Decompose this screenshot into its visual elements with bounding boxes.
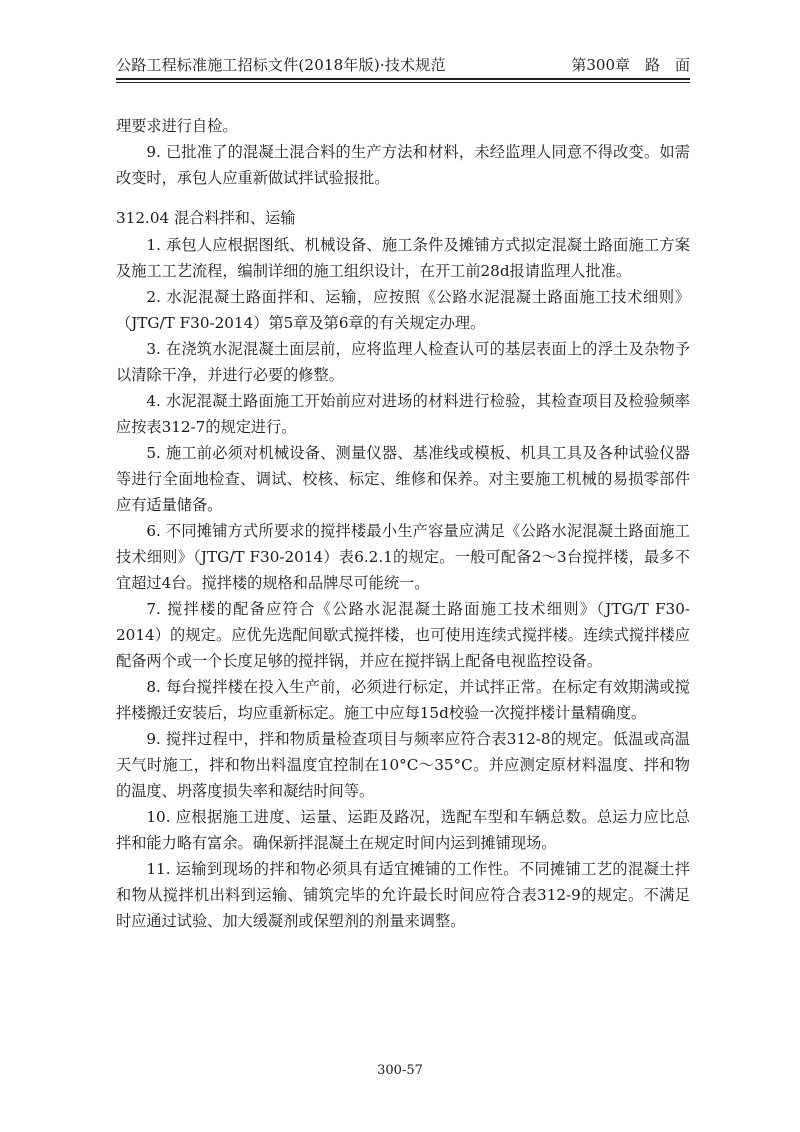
- section-heading: 312.04 混合料拌和、运输: [116, 209, 296, 227]
- body-text: [116, 113, 690, 934]
- header-document-title: 公路工程标准施工招标文件(2018年版)·技术规范: [116, 56, 446, 74]
- paragraph-item-1: 1. 承包人应根据图纸、机械设备、施工条件及摊铺方式拟定混凝土路面施工方案及施工工艺流程，编制详细的施工组织设计，在开工前28d报请监理人批准。: [116, 236, 690, 280]
- paragraph-item-3: 3. 在浇筑水泥混凝土面层前，应将监理人检查认可的基层表面上的浮土及杂物予以清除干净，并进行必要的修整。: [116, 340, 690, 384]
- paragraph-item-10: 10. 应根据施工进度、运量、运距及路况，选配车型和车辆总数。总运力应比总拌和能力略有富余。确保新拌混凝土在规定时间内运到摊铺现场。: [116, 808, 690, 852]
- header-rule-thin: [116, 82, 690, 83]
- paragraph-item-9-previous: 9. 已批准了的混凝土混合料的生产方法和材料，未经监理人同意不得改变。如需改变时，承包人应重新做试拌试验报批。: [116, 143, 690, 187]
- paragraph-item-2: 2. 水泥混凝土路面拌和、运输，应按照《公路水泥混凝土路面施工技术细则》（JTG/T F30-2014）第5章及第6章的有关规定办理。: [116, 288, 690, 332]
- paragraph-item-8: 8. 每台搅拌楼在投入生产前，必须进行标定，并试拌正常。在标定有效期满或搅拌楼搬迁安装后，均应重新标定。施工中应每15d校验一次搅拌楼计量精确度。: [116, 678, 690, 722]
- paragraph-item-9: 9. 搅拌过程中，拌和物质量检查项目与频率应符合表312-8的规定。低温或高温天气时施工，拌和物出料温度宜控制在10°C～35°C。并应测定原材料温度、拌和物的温度、坍落度损失率和凝结时间等。: [116, 730, 690, 800]
- paragraph-item-7: 7. 搅拌楼的配备应符合《公路水泥混凝土路面施工技术细则》（JTG/T F30-2014）的规定。应优先选配间歇式搅拌楼，也可使用连续式搅拌楼。连续式搅拌楼应配备两个或一个长度足够的搅拌锅，并应在搅拌锅上配备电视监控设备。: [116, 600, 690, 670]
- header-chapter-title: 第300章 路 面: [571, 56, 690, 74]
- continued-paragraph: 理要求进行自检。: [116, 117, 238, 135]
- page-header: [116, 54, 690, 80]
- paragraph-item-6: 6. 不同摊铺方式所要求的搅拌楼最小生产容量应满足《公路水泥混凝土路面施工技术细则》（JTG/T F30-2014）表6.2.1的规定。一般可配备2～3台搅拌楼，最多不宜超过4台。搅拌楼的规格和品牌尽可能统一。: [116, 522, 690, 592]
- header-rule-thick: [116, 78, 690, 80]
- paragraph-item-4: 4. 水泥混凝土路面施工开始前应对进场的材料进行检验，其检查项目及检验频率应按表312-7的规定进行。: [116, 392, 690, 436]
- paragraph-item-11: 11. 运输到现场的拌和物必须具有适宜摊铺的工作性。不同摊铺工艺的混凝土拌和物从搅拌机出料到运输、铺筑完毕的允许最长时间应符合表312-9的规定。不满足时应通过试验、加大缓凝剂或保塑剂的剂量来调整。: [116, 860, 690, 930]
- page-number: 300-57: [377, 1063, 423, 1078]
- paragraph-item-5: 5. 施工前必须对机械设备、测量仪器、基准线或模板、机具工具及各种试验仪器等进行全面地检查、调试、校核、标定、维修和保养。对主要施工机械的易损零部件应有适量储备。: [116, 444, 690, 514]
